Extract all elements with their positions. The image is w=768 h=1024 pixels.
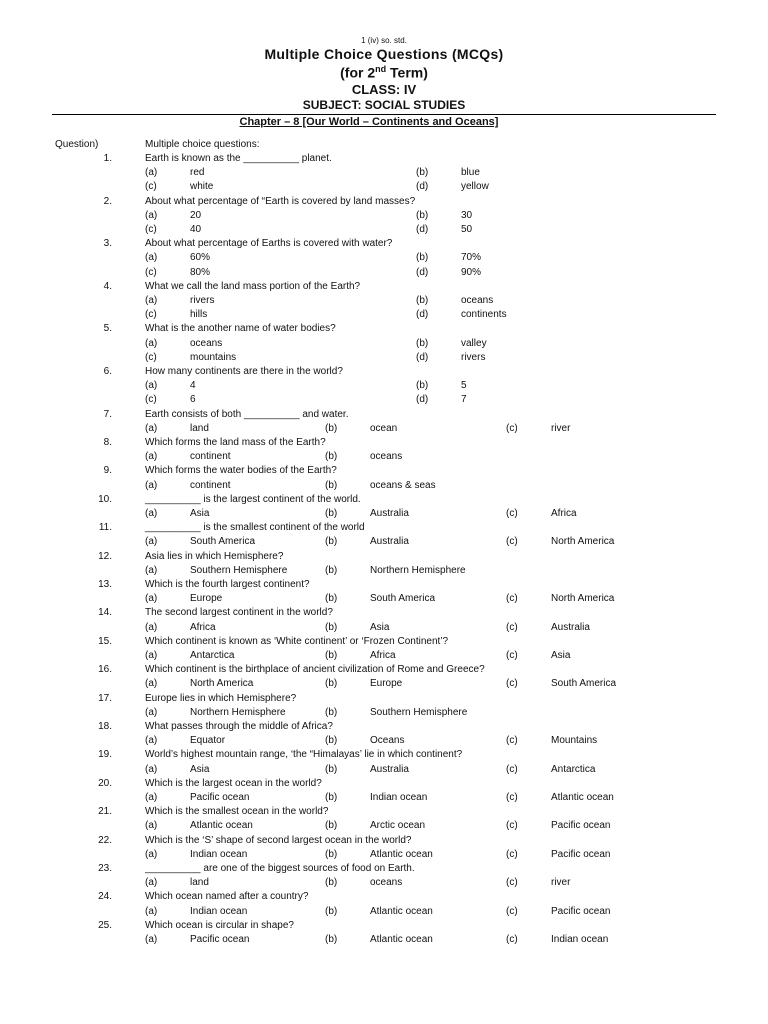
- question-text: __________ is the smallest continent of the world: [145, 522, 365, 534]
- question-text: __________ is the largest continent of the world.: [145, 493, 361, 505]
- question-row: [0, 748, 768, 762]
- question-number: 12.: [98, 550, 112, 562]
- question-text: World’s highest mountain range, ‘the “Himalayas’ lie in which continent?: [145, 749, 463, 761]
- question-row: [0, 521, 768, 535]
- option-letter: (a): [145, 422, 158, 434]
- question-row: [0, 663, 768, 677]
- question-row: [0, 692, 768, 706]
- option-letter: (b): [325, 678, 338, 690]
- option-letter: (a): [145, 706, 158, 718]
- option-text: Mountains: [551, 735, 598, 747]
- question-number: 7.: [103, 408, 112, 420]
- option-letter: (c): [506, 934, 518, 945]
- question-row: [0, 834, 768, 848]
- option-text: Northern Hemisphere: [190, 706, 286, 718]
- option-letter: (a): [145, 380, 158, 392]
- question-number: 13.: [98, 579, 112, 590]
- option-text: South America: [551, 678, 617, 690]
- option-row: [0, 251, 768, 265]
- question-row: [0, 436, 768, 450]
- question-row: [0, 720, 768, 734]
- option-text: Atlantic ocean: [370, 848, 433, 860]
- option-letter: (a): [145, 934, 158, 945]
- term-line: [0, 64, 768, 81]
- option-text: 20: [190, 209, 202, 221]
- option-letter: (c): [506, 820, 518, 832]
- term-suffix: Term): [386, 64, 428, 81]
- question-text: Earth consists of both __________ and water.: [145, 408, 349, 420]
- question-number: 16.: [98, 664, 112, 676]
- option-letter: (c): [506, 735, 518, 747]
- option-text: Antarctica: [190, 650, 235, 661]
- option-letter: (c): [506, 508, 518, 519]
- question-text: What is the another name of water bodies?: [145, 323, 336, 335]
- question-row: [0, 805, 768, 819]
- question-number: 21.: [98, 806, 112, 818]
- question-number: 10.: [98, 493, 112, 505]
- question-number: 5.: [103, 323, 112, 335]
- option-text: Africa: [551, 508, 577, 519]
- option-text: Europe: [370, 678, 403, 690]
- option-row: [0, 450, 768, 464]
- option-letter: (a): [145, 621, 158, 633]
- option-text: Australia: [551, 621, 590, 633]
- option-row: [0, 337, 768, 351]
- option-letter: (c): [506, 650, 518, 661]
- option-letter: (a): [145, 820, 158, 832]
- option-letter: (c): [506, 422, 518, 434]
- option-letter: (b): [325, 763, 338, 775]
- option-row: [0, 763, 768, 777]
- option-text: oceans: [461, 295, 494, 306]
- question-number: 18.: [98, 721, 112, 732]
- option-row: [0, 592, 768, 606]
- question-text: Asia lies in which Hemisphere?: [145, 550, 284, 562]
- option-text: 50: [461, 224, 473, 235]
- option-text: continent: [190, 479, 231, 491]
- option-text: rivers: [190, 295, 215, 306]
- option-letter: (b): [325, 536, 338, 548]
- option-text: 6: [190, 394, 196, 406]
- option-letter: (a): [145, 508, 158, 519]
- question-number: 22.: [98, 834, 112, 846]
- question-text: Which is the smallest ocean in the world?: [145, 806, 329, 818]
- option-text: 60%: [190, 252, 211, 264]
- option-text: Atlantic ocean: [370, 905, 433, 917]
- option-row: [0, 933, 768, 947]
- option-text: Oceans: [370, 735, 405, 747]
- option-letter: (b): [325, 650, 338, 661]
- option-text: Indian ocean: [370, 792, 428, 803]
- option-text: mountains: [190, 351, 237, 363]
- question-text: Which forms the land mass of the Earth?: [145, 437, 326, 448]
- question-row: [0, 280, 768, 294]
- option-letter: (c): [145, 309, 157, 321]
- option-letter: (c): [145, 266, 157, 278]
- question-row: [0, 550, 768, 564]
- option-letter: (a): [145, 295, 158, 306]
- option-text: river: [551, 877, 571, 889]
- option-letter: (b): [325, 479, 338, 491]
- option-text: oceans: [370, 451, 403, 463]
- option-text: hills: [190, 309, 208, 321]
- option-text: 40: [190, 224, 202, 235]
- question-number: 11.: [98, 522, 112, 534]
- option-text: 5: [461, 380, 467, 392]
- option-letter: (c): [506, 678, 518, 690]
- option-text: Pacific ocean: [551, 820, 611, 832]
- option-row: [0, 734, 768, 748]
- question-number: 19.: [98, 749, 112, 761]
- option-text: 7: [461, 394, 467, 406]
- option-row: [0, 351, 768, 365]
- option-text: Atlantic ocean: [190, 820, 253, 832]
- option-text: Arctic ocean: [370, 820, 426, 832]
- option-letter: (b): [325, 934, 338, 945]
- option-row: [0, 507, 768, 521]
- question-row: [0, 408, 768, 422]
- option-row: [0, 180, 768, 194]
- question-number: 9.: [103, 465, 112, 477]
- option-row: [0, 266, 768, 280]
- option-text: oceans: [190, 337, 223, 349]
- question-row: [0, 777, 768, 791]
- option-text: 30: [461, 209, 473, 221]
- option-row: [0, 791, 768, 805]
- question-text: Which continent is the birthplace of ancient civilization of Rome and Greece?: [145, 664, 485, 676]
- question-row: [0, 862, 768, 876]
- option-letter: (b): [325, 820, 338, 832]
- question-text: Which continent is known as ‘White continent’ or ‘Frozen Continent’?: [145, 635, 449, 647]
- option-text: Pacific ocean: [190, 792, 250, 803]
- option-text: Africa: [190, 621, 216, 633]
- question-row: [0, 493, 768, 507]
- option-text: Atlantic ocean: [370, 934, 433, 945]
- option-text: Indian ocean: [551, 934, 609, 945]
- option-letter: (a): [145, 905, 158, 917]
- question-text: Europe lies in which Hemisphere?: [145, 692, 297, 704]
- option-letter: (d): [416, 351, 429, 363]
- option-text: Australia: [370, 536, 409, 548]
- option-letter: (a): [145, 536, 158, 548]
- option-text: Australia: [370, 763, 409, 775]
- option-text: 80%: [190, 266, 211, 278]
- option-text: Pacific ocean: [551, 848, 611, 860]
- option-letter: (c): [506, 593, 518, 605]
- intro-text: Multiple choice questions:: [145, 139, 260, 150]
- option-row: [0, 223, 768, 237]
- question-text: What we call the land mass portion of the Earth?: [145, 280, 361, 292]
- option-letter: (a): [145, 735, 158, 747]
- option-letter: (c): [145, 394, 157, 406]
- option-letter: (b): [416, 252, 429, 264]
- option-letter: (a): [145, 792, 158, 803]
- question-text: Which ocean named after a country?: [145, 891, 309, 903]
- question-row: [0, 635, 768, 649]
- question-number: 17.: [98, 692, 112, 704]
- question-number: 14.: [98, 607, 112, 619]
- option-letter: (b): [325, 621, 338, 633]
- option-letter: (b): [325, 792, 338, 803]
- option-letter: (d): [416, 266, 429, 278]
- option-text: continent: [190, 451, 231, 463]
- question-number: 3.: [103, 238, 112, 250]
- option-row: [0, 379, 768, 393]
- option-row: [0, 308, 768, 322]
- option-letter: (a): [145, 564, 158, 576]
- option-letter: (b): [325, 451, 338, 463]
- option-letter: (c): [506, 792, 518, 803]
- option-row: [0, 294, 768, 308]
- option-text: Antarctica: [551, 763, 596, 775]
- option-text: blue: [461, 167, 480, 179]
- option-letter: (a): [145, 678, 158, 690]
- term-prefix: (for 2: [340, 64, 376, 81]
- option-text: 70%: [461, 252, 482, 264]
- option-letter: (c): [145, 181, 157, 193]
- question-text: The second largest continent in the world?: [145, 607, 333, 619]
- question-text: Which is the ‘S’ shape of second largest ocean in the world?: [145, 834, 412, 846]
- option-text: valley: [461, 337, 487, 349]
- option-text: Pacific ocean: [551, 905, 611, 917]
- option-text: Pacific ocean: [190, 934, 250, 945]
- option-text: land: [190, 877, 209, 889]
- question-row: [0, 919, 768, 933]
- term-sup: nd: [375, 64, 387, 74]
- question-number: 24.: [98, 891, 112, 903]
- option-letter: (a): [145, 763, 158, 775]
- option-row: [0, 819, 768, 833]
- question-number: 8.: [103, 437, 112, 448]
- option-row: [0, 479, 768, 493]
- option-text: Atlantic ocean: [551, 792, 614, 803]
- option-letter: (b): [325, 706, 338, 718]
- option-letter: (b): [325, 905, 338, 917]
- option-letter: (b): [416, 209, 429, 221]
- question-row: [0, 365, 768, 379]
- question-row: [0, 464, 768, 478]
- option-text: rivers: [461, 351, 486, 363]
- question-number: 15.: [98, 635, 112, 647]
- option-text: continents: [461, 309, 507, 321]
- option-text: river: [551, 422, 571, 434]
- question-row: [0, 578, 768, 592]
- header-rule: [52, 114, 716, 115]
- option-text: Asia: [190, 508, 210, 519]
- question-text: Which ocean is circular in shape?: [145, 919, 294, 931]
- question-number: 1.: [103, 153, 112, 164]
- option-letter: (b): [325, 735, 338, 747]
- option-letter: (c): [145, 351, 157, 363]
- question-row: [0, 606, 768, 620]
- option-row: [0, 649, 768, 663]
- option-letter: (a): [145, 337, 158, 349]
- question-number: 20.: [98, 777, 112, 789]
- option-row: [0, 535, 768, 549]
- option-letter: (c): [506, 763, 518, 775]
- option-letter: (c): [506, 848, 518, 860]
- option-text: North America: [190, 678, 254, 690]
- option-row: [0, 209, 768, 223]
- option-row: [0, 564, 768, 578]
- option-text: land: [190, 422, 209, 434]
- option-letter: (a): [145, 593, 158, 605]
- option-letter: (d): [416, 181, 429, 193]
- option-text: 4: [190, 380, 196, 392]
- option-row: [0, 876, 768, 890]
- question-number: 23.: [98, 863, 112, 874]
- question-number: 4.: [103, 280, 112, 292]
- option-text: Africa: [370, 650, 396, 661]
- option-letter: (c): [506, 905, 518, 917]
- question-text: About what percentage of “Earth is covered by land masses?: [145, 195, 416, 207]
- option-letter: (b): [325, 848, 338, 860]
- option-letter: (b): [416, 167, 429, 179]
- option-text: Asia: [551, 650, 571, 661]
- question-row: [0, 890, 768, 904]
- option-text: North America: [551, 536, 615, 548]
- option-text: Australia: [370, 508, 409, 519]
- option-letter: (b): [416, 380, 429, 392]
- option-letter: (d): [416, 309, 429, 321]
- option-letter: (a): [145, 650, 158, 661]
- option-text: South America: [370, 593, 436, 605]
- option-letter: (c): [506, 621, 518, 633]
- option-letter: (b): [325, 508, 338, 519]
- question-row: [0, 195, 768, 209]
- option-text: Asia: [370, 621, 390, 633]
- option-text: oceans & seas: [370, 479, 436, 491]
- option-row: [0, 905, 768, 919]
- top-note: 1 (iv) so. std.: [361, 36, 407, 45]
- chapter-heading: Chapter – 8 [Our World – Continents and Oceans]: [239, 116, 499, 128]
- option-letter: (c): [506, 536, 518, 548]
- option-letter: (c): [145, 224, 157, 235]
- option-text: Asia: [190, 763, 210, 775]
- option-text: yellow: [461, 181, 489, 193]
- option-text: Northern Hemisphere: [370, 564, 466, 576]
- question-row: [0, 152, 768, 166]
- option-text: oceans: [370, 877, 403, 889]
- option-row: [0, 422, 768, 436]
- question-row: [0, 322, 768, 336]
- question-text: How many continents are there in the world?: [145, 366, 343, 377]
- class-heading: CLASS: IV: [351, 82, 417, 97]
- question-number: 2.: [103, 195, 112, 207]
- option-letter: (b): [416, 295, 429, 306]
- option-text: white: [190, 181, 214, 193]
- option-row: [0, 621, 768, 635]
- option-row: [0, 166, 768, 180]
- option-letter: (b): [325, 877, 338, 889]
- question-text: Earth is known as the __________ planet.: [145, 153, 332, 164]
- option-row: [0, 677, 768, 691]
- option-letter: (a): [145, 252, 158, 264]
- option-letter: (b): [325, 564, 338, 576]
- option-text: Southern Hemisphere: [190, 564, 288, 576]
- option-text: Southern Hemisphere: [370, 706, 468, 718]
- option-text: Europe: [190, 593, 223, 605]
- option-text: 90%: [461, 266, 482, 278]
- option-text: Equator: [190, 735, 226, 747]
- option-letter: (d): [416, 394, 429, 406]
- option-letter: (a): [145, 209, 158, 221]
- option-letter: (b): [325, 593, 338, 605]
- question-number: 25.: [98, 919, 112, 931]
- option-row: [0, 393, 768, 407]
- question-row: [0, 237, 768, 251]
- option-letter: (b): [416, 337, 429, 349]
- option-letter: (a): [145, 167, 158, 179]
- option-row: [0, 848, 768, 862]
- question-label: Question): [55, 139, 99, 150]
- option-text: South America: [190, 536, 256, 548]
- option-text: red: [190, 167, 205, 179]
- option-letter: (a): [145, 848, 158, 860]
- option-text: Indian ocean: [190, 905, 248, 917]
- option-text: Indian ocean: [190, 848, 248, 860]
- question-text: Which is the fourth largest continent?: [145, 579, 310, 590]
- page-title: Multiple Choice Questions (MCQs): [264, 46, 504, 62]
- option-row: [0, 706, 768, 720]
- option-letter: (c): [506, 877, 518, 889]
- question-text: Which is the largest ocean in the world?: [145, 777, 322, 789]
- question-text: Which forms the water bodies of the Earth?: [145, 465, 337, 477]
- option-letter: (b): [325, 422, 338, 434]
- option-letter: (a): [145, 479, 158, 491]
- question-text: What passes through the middle of Africa?: [145, 721, 333, 732]
- subject-heading: SUBJECT: SOCIAL STUDIES: [302, 98, 466, 112]
- option-letter: (d): [416, 224, 429, 235]
- question-text: __________ are one of the biggest sources of food on Earth.: [145, 863, 415, 874]
- option-letter: (a): [145, 877, 158, 889]
- option-text: North America: [551, 593, 615, 605]
- question-text: About what percentage of Earths is covered with water?: [145, 238, 393, 250]
- option-text: ocean: [370, 422, 398, 434]
- option-letter: (a): [145, 451, 158, 463]
- intro-line: [0, 138, 768, 152]
- question-number: 6.: [103, 366, 112, 377]
